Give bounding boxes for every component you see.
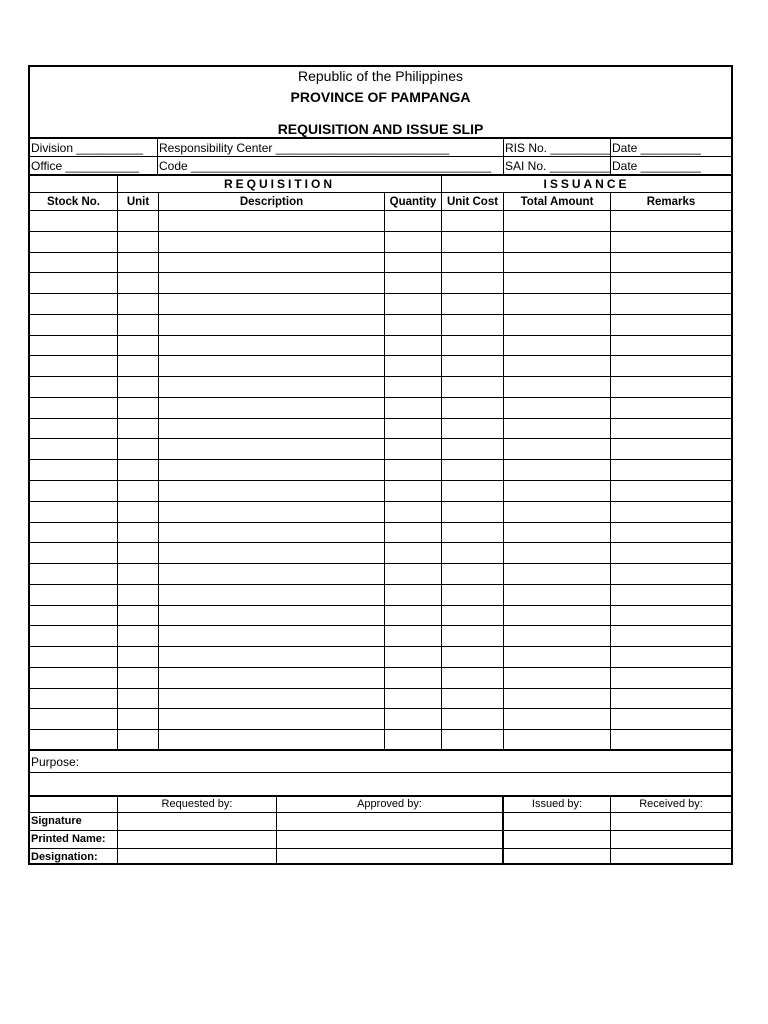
table-row[interactable] (30, 646, 731, 667)
table-row[interactable] (30, 522, 731, 543)
divider (157, 138, 158, 174)
divider (30, 848, 731, 849)
table-row[interactable] (30, 397, 731, 418)
table-row[interactable] (30, 480, 731, 501)
items-table (30, 210, 731, 750)
table-row[interactable] (30, 542, 731, 563)
requisition-section-header: REQUISITION (223, 177, 335, 191)
column-divider (503, 192, 504, 750)
table-row[interactable] (30, 501, 731, 522)
code-field[interactable]: Code _____________________________________________ (159, 159, 492, 173)
approved-by-label: Approved by: (357, 798, 422, 810)
divider (30, 749, 731, 751)
division-field[interactable]: Division __________ (31, 141, 144, 155)
responsibility-center-field[interactable]: Responsibility Center __________________________ (159, 141, 450, 155)
header-republic: Republic of the Philippines (298, 68, 463, 84)
table-row[interactable] (30, 355, 731, 376)
col-description: Description (239, 196, 304, 208)
divider (30, 174, 731, 176)
divider (503, 138, 504, 174)
issued-by-label: Issued by: (531, 798, 583, 810)
table-row[interactable] (30, 252, 731, 273)
date-field-2[interactable]: Date _________ (612, 159, 701, 173)
divider (30, 156, 731, 157)
table-row[interactable] (30, 418, 731, 439)
ris-no-field[interactable]: RIS No. _________ (505, 141, 611, 155)
received-by-label: Received by: (639, 798, 703, 810)
header-province: PROVINCE OF PAMPANGA (290, 89, 471, 105)
form-title: REQUISITION AND ISSUE SLIP (277, 121, 484, 137)
table-row[interactable] (30, 231, 731, 252)
table-row[interactable] (30, 708, 731, 729)
col-quantity: Quantity (389, 196, 437, 208)
table-row[interactable] (30, 293, 731, 314)
table-row[interactable] (30, 625, 731, 646)
column-divider (158, 192, 159, 750)
table-row[interactable] (30, 729, 731, 750)
signature-label: Signature (31, 815, 82, 827)
table-row[interactable] (30, 459, 731, 480)
printed-name-label: Printed Name: (31, 833, 106, 845)
table-row[interactable] (30, 376, 731, 397)
requisition-issue-slip-form (28, 65, 733, 865)
table-row[interactable] (30, 272, 731, 293)
col-stock-no: Stock No. (46, 196, 101, 208)
divider (30, 137, 731, 139)
table-row[interactable] (30, 605, 731, 626)
table-row[interactable] (30, 314, 731, 335)
date-field-1[interactable]: Date _________ (612, 141, 701, 155)
divider (30, 812, 731, 813)
table-row[interactable] (30, 688, 731, 709)
table-row[interactable] (30, 210, 731, 231)
purpose-label: Purpose: (31, 755, 80, 769)
col-unit: Unit (126, 196, 150, 208)
requested-by-label: Requested by: (161, 798, 233, 810)
office-field[interactable]: Office ___________ (31, 159, 139, 173)
table-row[interactable] (30, 667, 731, 688)
sai-no-field[interactable]: SAI No. _________ (505, 159, 610, 173)
divider (30, 192, 731, 193)
column-divider (117, 192, 118, 750)
table-row[interactable] (30, 563, 731, 584)
issuance-section-header: ISSUANCE (543, 177, 630, 191)
divider (30, 830, 731, 831)
column-divider (441, 192, 442, 750)
col-unit-cost: Unit Cost (446, 196, 499, 208)
divider (30, 772, 731, 773)
column-divider (384, 192, 385, 750)
table-row[interactable] (30, 335, 731, 356)
table-row[interactable] (30, 438, 731, 459)
column-divider (610, 192, 611, 750)
col-remarks: Remarks (646, 196, 696, 208)
col-total-amount: Total Amount (520, 196, 594, 208)
table-row[interactable] (30, 584, 731, 605)
designation-label: Designation: (31, 851, 98, 863)
